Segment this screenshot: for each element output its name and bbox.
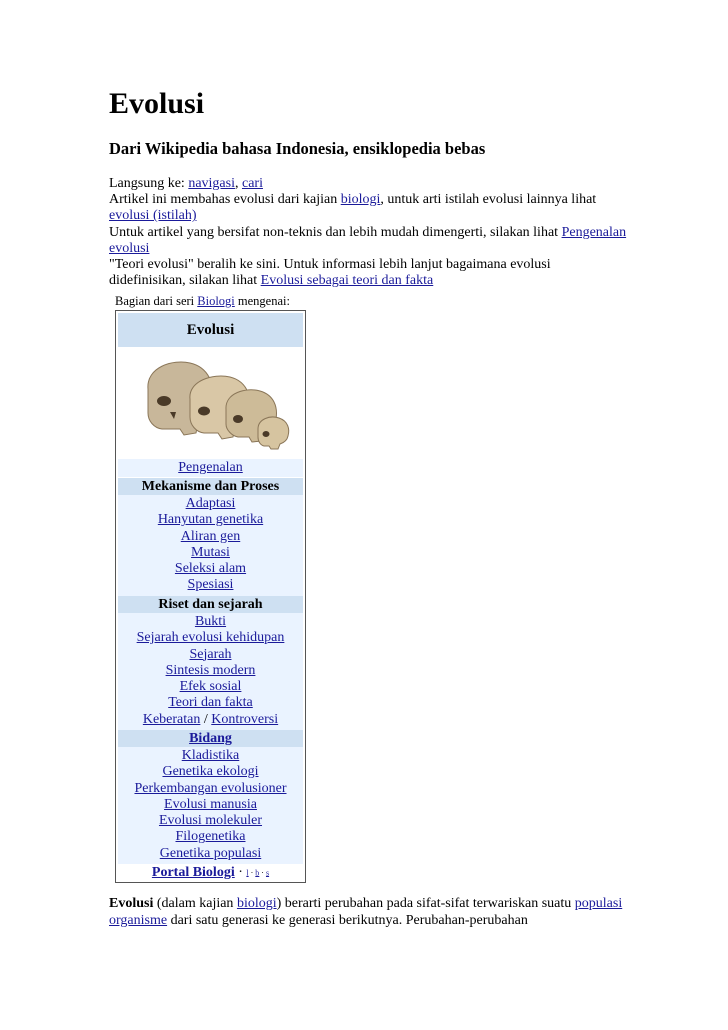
lead-paragraph <box>109 896 629 929</box>
infobox-caption <box>115 294 315 309</box>
lead-text-a: (dalam kajian <box>153 896 237 911</box>
objections-link[interactable]: Keberatan <box>142 711 201 727</box>
portal-biology-link[interactable]: Portal Biologi <box>151 865 235 880</box>
list-item <box>118 630 303 646</box>
history-link[interactable]: Sejarah <box>189 646 232 662</box>
nav-separator-2: · <box>248 868 256 878</box>
list-item <box>118 846 303 862</box>
lead-text <box>109 896 629 929</box>
jump-line <box>109 176 629 192</box>
list-item <box>118 577 303 593</box>
fields-link[interactable]: Bidang <box>189 731 232 746</box>
mutation-link[interactable]: Mutasi <box>191 544 230 560</box>
adaptation-link[interactable]: Adaptasi <box>185 496 236 511</box>
speciation-link[interactable]: Spesiasi <box>187 577 234 593</box>
lead-bold-term: Evolusi <box>109 896 154 911</box>
list-item <box>118 561 303 577</box>
jump-prefix: Langsung ke: <box>109 176 189 191</box>
list-item <box>118 545 303 561</box>
evidence-link[interactable]: Bukti <box>194 614 227 629</box>
molecular-evolution-link[interactable]: Evolusi molekuler <box>158 813 263 829</box>
social-effect-link[interactable]: Efek sosial <box>179 679 242 695</box>
redirect-note <box>109 257 629 289</box>
list-item <box>118 512 303 528</box>
section-research-header: Riset dan sejarah <box>118 596 303 613</box>
biology-link[interactable]: biologi <box>340 192 381 208</box>
history-of-life-link[interactable]: Sejarah evolusi kehidupan <box>136 630 285 646</box>
biology-series-link[interactable]: Biologi <box>197 294 235 308</box>
jump-separator: , <box>234 176 242 191</box>
infobox-frame <box>115 310 306 883</box>
controversy-link[interactable]: Kontroversi <box>211 711 279 727</box>
lead-text-b: ) berarti perubahan pada sifat-sifat terwariskan suatu <box>276 896 575 911</box>
infobox-intro-row <box>118 459 303 477</box>
list-item <box>118 781 303 797</box>
slash-separator: / <box>200 711 212 727</box>
skulls-illustration <box>118 349 303 459</box>
list-item <box>118 813 303 829</box>
caption-text-a: Bagian dari seri <box>115 294 198 308</box>
section-fields-list <box>118 747 303 864</box>
list-item <box>118 679 303 695</box>
modern-synthesis-link[interactable]: Sintesis modern <box>165 662 256 678</box>
jump-search-link[interactable]: cari <box>241 176 263 191</box>
list-item <box>118 764 303 780</box>
disambig-text-a: Artikel ini membahas evolusi dari kajian <box>109 192 341 208</box>
disambiguation-note <box>109 192 629 224</box>
section-mechanisms-header: Mekanisme dan Proses <box>118 478 303 495</box>
list-item <box>118 496 303 512</box>
natural-selection-link[interactable]: Seleksi alam <box>174 561 247 577</box>
ecological-genetics-link[interactable]: Genetika ekologi <box>162 764 259 780</box>
list-item <box>118 748 303 764</box>
infobox-footer <box>118 864 303 881</box>
nav-separator-3: · <box>259 868 266 878</box>
population-genetics-link[interactable]: Genetika populasi <box>159 845 262 861</box>
nontechnical-note <box>109 225 629 257</box>
list-item <box>118 829 303 845</box>
nontechnical-text: Untuk artikel yang bersifat non-teknis dan lebih mudah dimengerti, silakan lihat <box>109 224 562 240</box>
intro-evolution-link[interactable]: Pengenalan evolusi <box>109 224 627 256</box>
skull-image <box>118 349 303 459</box>
page-subtitle: Dari Wikipedia bahasa Indonesia, ensiklopedia bebas <box>109 139 486 158</box>
phylogenetics-link[interactable]: Filogenetika <box>175 829 246 845</box>
human-evolution-link[interactable]: Evolusi manusia <box>164 796 257 812</box>
section-fields-header <box>118 730 303 747</box>
nav-edit-link[interactable]: s <box>265 868 270 878</box>
cladistics-link[interactable]: Kladistika <box>181 748 240 763</box>
list-item <box>118 529 303 545</box>
nav-separator: · <box>234 865 247 880</box>
evolution-term-link[interactable]: evolusi (istilah) <box>109 208 197 224</box>
jump-navigation-link[interactable]: navigasi <box>188 176 235 191</box>
infobox-header: Evolusi <box>118 313 303 347</box>
disambig-text-b: , untuk arti istilah evolusi lainnya lihat <box>380 192 597 208</box>
organism-link[interactable]: organisme <box>109 912 168 928</box>
lead-biology-link[interactable]: biologi <box>236 896 277 911</box>
introduction-link[interactable]: Pengenalan <box>178 460 243 475</box>
theory-and-fact-link[interactable]: Evolusi sebagai teori dan fakta <box>260 273 434 289</box>
evolution-infobox <box>110 293 306 883</box>
page-title: Evolusi <box>109 87 205 120</box>
list-item <box>118 712 303 728</box>
section-research-list <box>118 613 303 731</box>
intro-notes <box>109 176 629 289</box>
nav-view-link[interactable]: l <box>246 868 249 878</box>
theory-fact-link[interactable]: Teori dan fakta <box>168 695 253 711</box>
redirect-text: "Teori evolusi" beralih ke sini. Untuk informasi lebih lanjut bagaimana evolusi didefinisikan, silakan lihat <box>109 257 551 289</box>
list-item <box>118 695 303 711</box>
list-item <box>118 663 303 679</box>
nav-talk-link[interactable]: b <box>255 868 260 878</box>
section-mechanisms-list <box>118 495 303 597</box>
list-item <box>118 647 303 663</box>
list-item <box>118 614 303 630</box>
caption-text-b: mengenai: <box>234 294 290 308</box>
gene-flow-link[interactable]: Aliran gen <box>180 528 241 544</box>
lead-text-d: dari satu generasi ke generasi berikutnya. Perubahan-perubahan <box>167 912 528 928</box>
list-item <box>118 797 303 813</box>
population-link[interactable]: populasi <box>574 896 623 911</box>
genetic-drift-link[interactable]: Hanyutan genetika <box>157 512 264 528</box>
evo-devo-link[interactable]: Perkembangan evolusioner <box>134 780 287 796</box>
